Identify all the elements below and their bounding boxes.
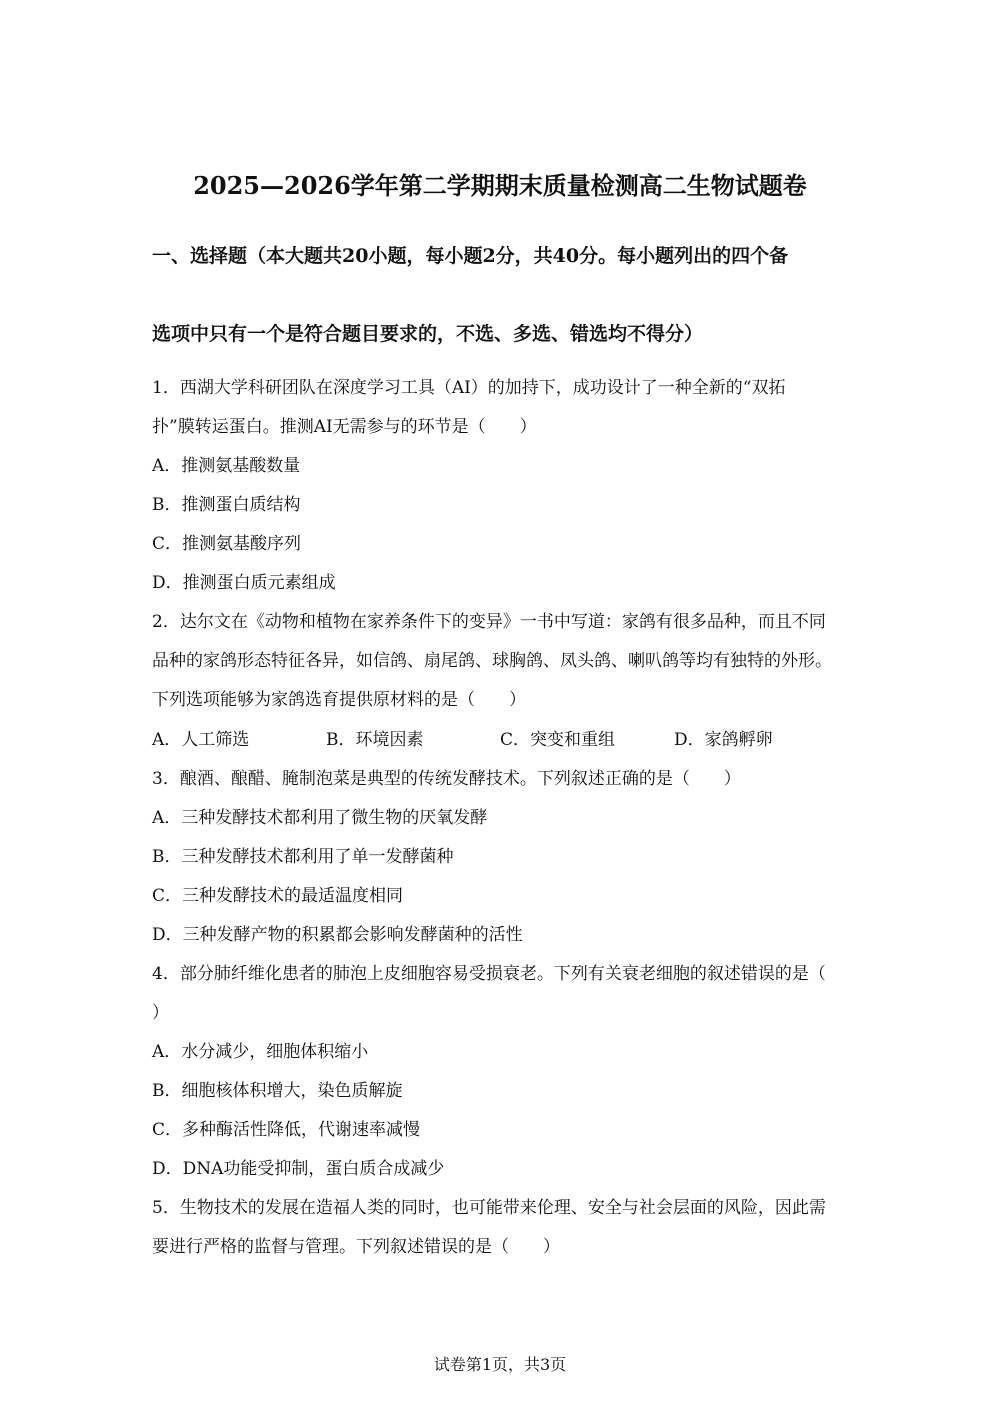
question-2-text-line-3: 下列选项能够为家鸽选育提供原材料的是（ ） (152, 690, 526, 710)
question-1-text-line-1: 1．西湖大学科研团队在深度学习工具（AI）的加持下，成功设计了一种全新的“双拓 (152, 378, 786, 398)
question-1-option-a: A．推测氨基酸数量 (152, 456, 301, 476)
question-2-text-line-1: 2．达尔文在《动物和植物在家养条件下的变异》一书中写道：家鸽有很多品种，而且不同 (152, 612, 826, 632)
question-2-text-line-2: 品种的家鸽形态特征各异，如信鸽、扇尾鸽、球胸鸽、凤头鸽、喇叭鸽等均有独特的外形。 (152, 651, 832, 671)
question-4-option-c: C．多种酶活性降低，代谢速率减慢 (152, 1120, 421, 1140)
question-3-option-c: C．三种发酵技术的最适温度相同 (152, 886, 404, 906)
exam-title: 2025—2026学年第二学期期末质量检测高二生物试题卷 (193, 171, 807, 200)
question-4-option-d: D．DNA功能受抑制，蛋白质合成减少 (152, 1159, 445, 1179)
section-heading-line-2: 选项中只有一个是符合题目要求的，不选、多选、错选均不得分） (152, 323, 704, 345)
question-1-option-b: B．推测蛋白质结构 (152, 495, 301, 515)
question-3-option-d: D．三种发酵产物的积累都会影响发酵菌种的活性 (152, 925, 523, 945)
question-3-text-line-1: 3．酿酒、酿醋、腌制泡菜是典型的传统发酵技术。下列叙述正确的是（ ） (152, 769, 741, 789)
question-1-text-line-2: 扑”膜转运蛋白。推测AI无需参与的环节是（ ） (152, 417, 537, 437)
question-5-text-line-2: 要进行严格的监督与管理。下列叙述错误的是（ ） (152, 1237, 560, 1257)
question-2-option-d: D．家鸽孵卵 (674, 730, 773, 750)
question-4-text-line-2: ） (152, 1003, 169, 1023)
question-2-options-row (152, 727, 852, 753)
question-4-text-line-1: 4．部分肺纤维化患者的肺泡上皮细胞容易受损衰老。下列有关衰老细胞的叙述错误的是（ (152, 964, 826, 984)
question-1-option-c: C．推测氨基酸序列 (152, 534, 302, 554)
page-footer: 试卷第1页，共3页 (433, 1355, 567, 1374)
question-2-option-c: C．突变和重组 (500, 730, 616, 750)
question-5-text-line-1: 5．生物技术的发展在造福人类的同时，也可能带来伦理、安全与社会层面的风险，因此需 (152, 1198, 826, 1218)
question-4-option-b: B．细胞核体积增大，染色质解旋 (152, 1081, 403, 1101)
section-heading-line-1: 一、选择题（本大题共20小题，每小题2分，共40分。每小题列出的四个备 (152, 245, 789, 267)
question-3-option-b: B．三种发酵技术都利用了单一发酵菌种 (152, 847, 454, 867)
question-2-option-b: B．环境因素 (326, 730, 424, 750)
question-2-option-a: A．人工筛选 (152, 730, 250, 750)
question-4-option-a: A．水分减少，细胞体积缩小 (152, 1042, 369, 1062)
question-1-option-d: D．推测蛋白质元素组成 (152, 573, 336, 593)
question-3-option-a: A．三种发酵技术都利用了微生物的厌氧发酵 (152, 808, 488, 828)
